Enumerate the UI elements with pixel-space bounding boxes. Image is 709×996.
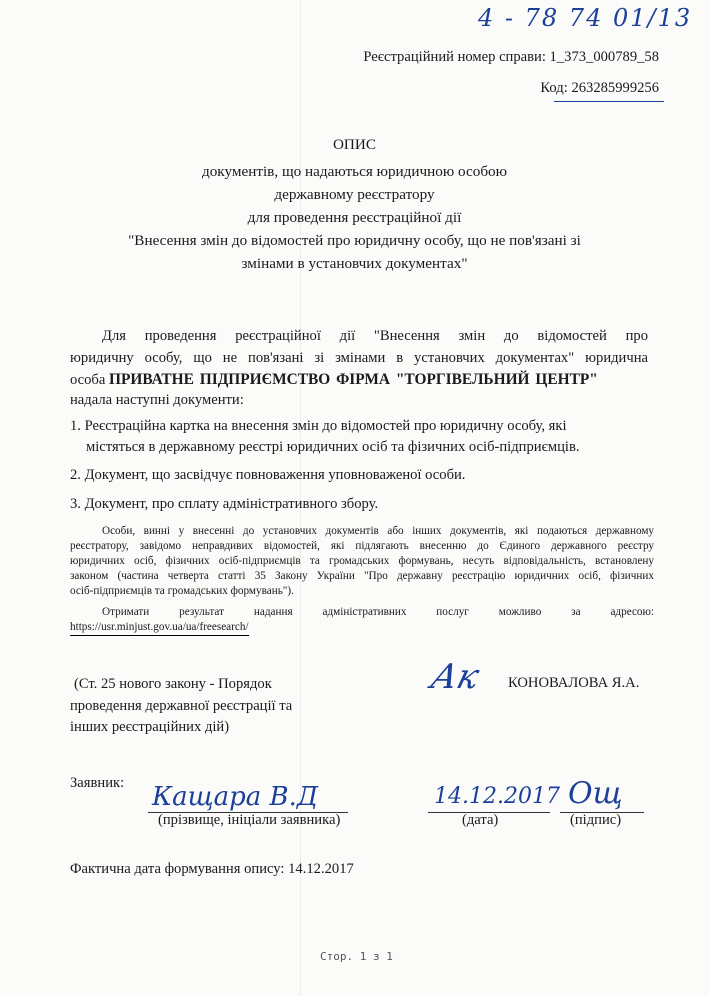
page-number: Стор. 1 з 1 [320, 950, 393, 963]
title-line: державному реєстратору [274, 186, 435, 203]
notice-line: юридичних осіб, фізичних осіб-підприємців та громадських формувань, несуть відповідальність, встановлену [70, 555, 654, 567]
notice-line: реєстратору, завідомо неправдивих відомостей, які підлягають внесенню до Єдиного державного реєстру [70, 540, 654, 552]
title-line: "Внесення змін до відомостей про юридичну особу, що не пов'язані зі [128, 232, 581, 249]
intro-line: юридичну особу, що не пов'язані зі змінами в установчих документах" юридична [70, 350, 648, 366]
caption-sign: (підпис) [570, 812, 622, 828]
document-item: 3. Документ, про сплату адміністративного збору. [70, 496, 379, 512]
applicant-date-handwritten: 14.12.2017 [434, 784, 560, 809]
intro-company-line [70, 371, 598, 389]
formed-date [70, 861, 354, 878]
registrar-name: КОНОВАЛОВА Я.А. [508, 675, 640, 691]
handwritten-case-number: 4 - 78 74 01/13 [478, 4, 693, 32]
intro-line: Для проведення реєстраційної дії "Внесення змін до відомостей про [102, 328, 648, 344]
document-item: 2. Документ, що засвідчує повноваження уповноваженої особи. [70, 467, 466, 483]
registration-code [540, 80, 659, 97]
intro-prefix: особа [70, 372, 106, 388]
applicant-label: Заявник: [70, 775, 125, 791]
code-underline [554, 101, 664, 102]
registration-label: Реєстраційний номер справи: [363, 49, 546, 65]
results-url[interactable]: https://usr.minjust.gov.ua/ua/freesearch/ [70, 620, 249, 636]
applicant-signature-handwritten: Ощ [568, 776, 623, 811]
title-line: змінами в установчих документах" [241, 255, 468, 272]
document-title: ОПИС [332, 136, 377, 153]
registration-value: 1_373_000789_58 [549, 49, 659, 65]
article-note-line: інших реєстраційних дій) [70, 719, 230, 735]
notice-line: законом (частина четверта статті 35 Закону України "Про державну реєстрацію юридичних осіб, фізичних [70, 570, 654, 582]
title-line: для проведення реєстраційної дії [247, 209, 462, 226]
code-value: 263285999256 [571, 80, 659, 96]
formed-value: 14.12.2017 [288, 861, 354, 877]
company-name: ПРИВАТНЕ ПІДПРИЄМСТВО ФІРМА "ТОРГІВЕЛЬНИЙ ЦЕНТР" [109, 371, 598, 388]
results-line: Отримати результат надання адміністративних послуг можливо за адресою: [102, 606, 654, 618]
caption-name: (прізвище, ініціали заявника) [158, 812, 341, 828]
applicant-name-handwritten: Кащара В.Д [152, 782, 319, 812]
caption-date: (дата) [462, 812, 499, 828]
notice-line: Особи, винні у внесенні до установчих документів або інших документів, які подаються державному [102, 525, 654, 537]
notice-line: осіб-підприємців та громадських формувань"). [70, 585, 294, 597]
document-item-cont: містяться в державному реєстрі юридичних осіб та фізичних осіб-підприємців. [86, 439, 580, 455]
formed-label: Фактична дата формування опису: [70, 861, 285, 877]
article-note-line: (Ст. 25 нового закону - Порядок [74, 676, 272, 692]
document-item: 1. Реєстраційна картка на внесення змін до відомостей про юридичну особу, які [70, 418, 567, 434]
registrar-signature: Ак [426, 657, 484, 697]
title-line: документів, що надаються юридичною особою [201, 163, 508, 180]
article-note-line: проведення державної реєстрації та [70, 698, 293, 714]
intro-line: надала наступні документи: [70, 392, 244, 408]
code-label: Код: [540, 80, 568, 96]
registration-number [363, 49, 659, 66]
